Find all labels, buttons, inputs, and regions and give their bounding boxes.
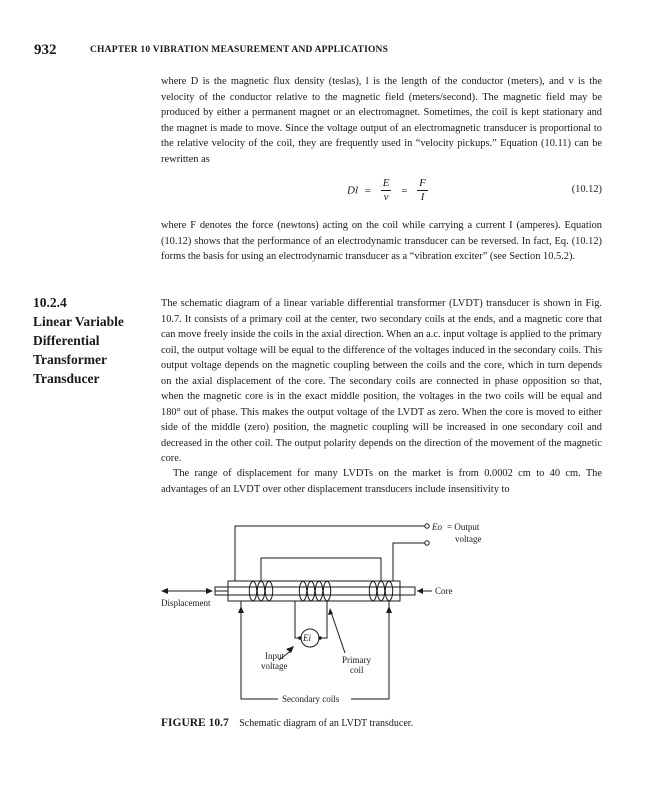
section-heading <box>33 293 143 388</box>
secondary-coil-right <box>369 581 393 601</box>
page-number: 932 <box>34 42 57 58</box>
input-label-line1: Input <box>265 651 284 661</box>
secondary-leader-left <box>241 601 278 699</box>
secondary-arrowhead-right <box>386 606 392 613</box>
figure-caption <box>161 717 601 729</box>
core-arrowhead <box>417 588 423 594</box>
equation-body <box>347 177 431 204</box>
output-symbol: Eo <box>432 522 442 532</box>
section-number: 10.2.4 <box>33 295 67 310</box>
secondary-arrowhead-left <box>238 606 244 613</box>
secondary-series-wire <box>261 558 381 581</box>
paragraph-text: The range of displacement for many LVDTs on the market is from 0.0002 cm to 40 cm. The advantages of an LVDT over other displacement transducers include insensitivity to <box>161 468 602 495</box>
paragraph-text: where F denotes the force (newtons) acting on the coil while carrying a current I (amperes). Equation (10.12) shows that the performance of an electrodynamic transducer can be reversed. In fact, Eq. (10.12) forms the basis for using an electrodynamic transducer as a “vibration exciter” (see Section 10.5.2). <box>161 220 602 262</box>
primary-coil <box>299 581 331 601</box>
page-header <box>34 42 614 62</box>
body-paragraph <box>161 218 602 265</box>
fraction-e-over-v <box>381 177 392 204</box>
paragraph-text: The schematic diagram of a linear variable differential transformer (LVDT) transducer is shown in Fig. 10.7. It consists of a primary coil at the center, two secondary coils at the ends, and a magnetic core that can move freely inside the coils in the axial direction. When an a.c. input voltage is applied to the primary coil, the output voltage will be equal to the difference of the voltages induced in the secondary coils. This output voltage depends on the magnetic coupling between the coils and the core, which in turn depends on the axial displacement of the core. The secondary coils are connected in phase opposition so that, when the magnetic core is in the exact middle position, the voltages in the two coils will be equal and 180° out of phase. This makes the output voltage of the LVDT as zero. When the core is moved to either side of the middle (zero) position, the magnetic coupling will be increased in one secondary coil and decreased in the other coil. The output polarity depends on the direction of the movement of the magnetic core. <box>161 298 602 464</box>
caption-text: Schematic diagram of an LVDT transducer. <box>239 718 414 729</box>
primary-arrowhead <box>328 608 333 615</box>
output-terminal-bottom <box>425 541 429 545</box>
equation-lhs: Dl <box>347 184 358 197</box>
fraction-numerator: F <box>419 177 426 189</box>
output-label-line1: = Output <box>447 522 480 532</box>
body-paragraph <box>161 466 602 497</box>
input-label-line2: voltage <box>261 661 288 671</box>
body-paragraph <box>161 74 602 167</box>
displacement-label: Displacement <box>161 598 211 608</box>
fraction-f-over-i <box>417 177 428 204</box>
output-terminal-top <box>425 524 429 528</box>
terminal-dot <box>318 636 322 640</box>
secondary-coil-left <box>249 581 273 601</box>
caption-label: FIGURE 10.7 <box>161 717 229 729</box>
paragraph-text: where D is the magnetic flux density (teslas), l is the length of the conductor (meters), and v is the velocity of the conductor relative to the magnetic field (meters/second). The magnetic field may be produced by either a permanent magnet or an electromagnet. Sometimes, the coil is kept stationary and the magnet is made to move. Since the voltage output of an electromagnetic transducer is proportional to the relative velocity of the coil, they are frequently used in “velocity pickups.” Equation (10.11) can be rewritten as <box>161 76 602 165</box>
output-wire-top <box>235 526 425 581</box>
fraction-numerator: E <box>382 177 390 189</box>
body-paragraph <box>161 296 602 467</box>
running-head: CHAPTER 10 VIBRATION MEASUREMENT AND APPLICATIONS <box>90 45 389 55</box>
terminal-dot <box>298 636 302 640</box>
output-label-line2: voltage <box>455 534 482 544</box>
secondary-leader-right <box>351 601 389 699</box>
input-arrowhead <box>286 646 294 653</box>
secondary-coils-label: Secondary coils <box>282 694 340 704</box>
displacement-arrowhead-left <box>161 588 168 594</box>
equals-sign: = <box>364 184 371 197</box>
fraction-denominator: v <box>383 191 389 203</box>
lvdt-figure <box>155 515 555 715</box>
displacement-arrowhead-right <box>206 588 213 594</box>
primary-coil-leader <box>331 612 345 653</box>
equation-number: (10.12) <box>571 184 602 195</box>
equation-10-12 <box>161 171 602 215</box>
primary-label-line1: Primary <box>342 655 371 665</box>
fraction-denominator: I <box>420 191 425 203</box>
lvdt-schematic <box>155 515 555 715</box>
primary-lead-left <box>295 601 300 638</box>
equals-sign: = <box>401 184 408 197</box>
primary-lead-right <box>320 601 327 638</box>
output-wire-bottom <box>393 543 425 581</box>
core-label: Core <box>435 586 453 596</box>
primary-label-line2: coil <box>350 665 364 675</box>
input-symbol: Ei <box>303 633 311 643</box>
section-title: Linear Variable Differential Transformer Transducer <box>33 314 124 386</box>
